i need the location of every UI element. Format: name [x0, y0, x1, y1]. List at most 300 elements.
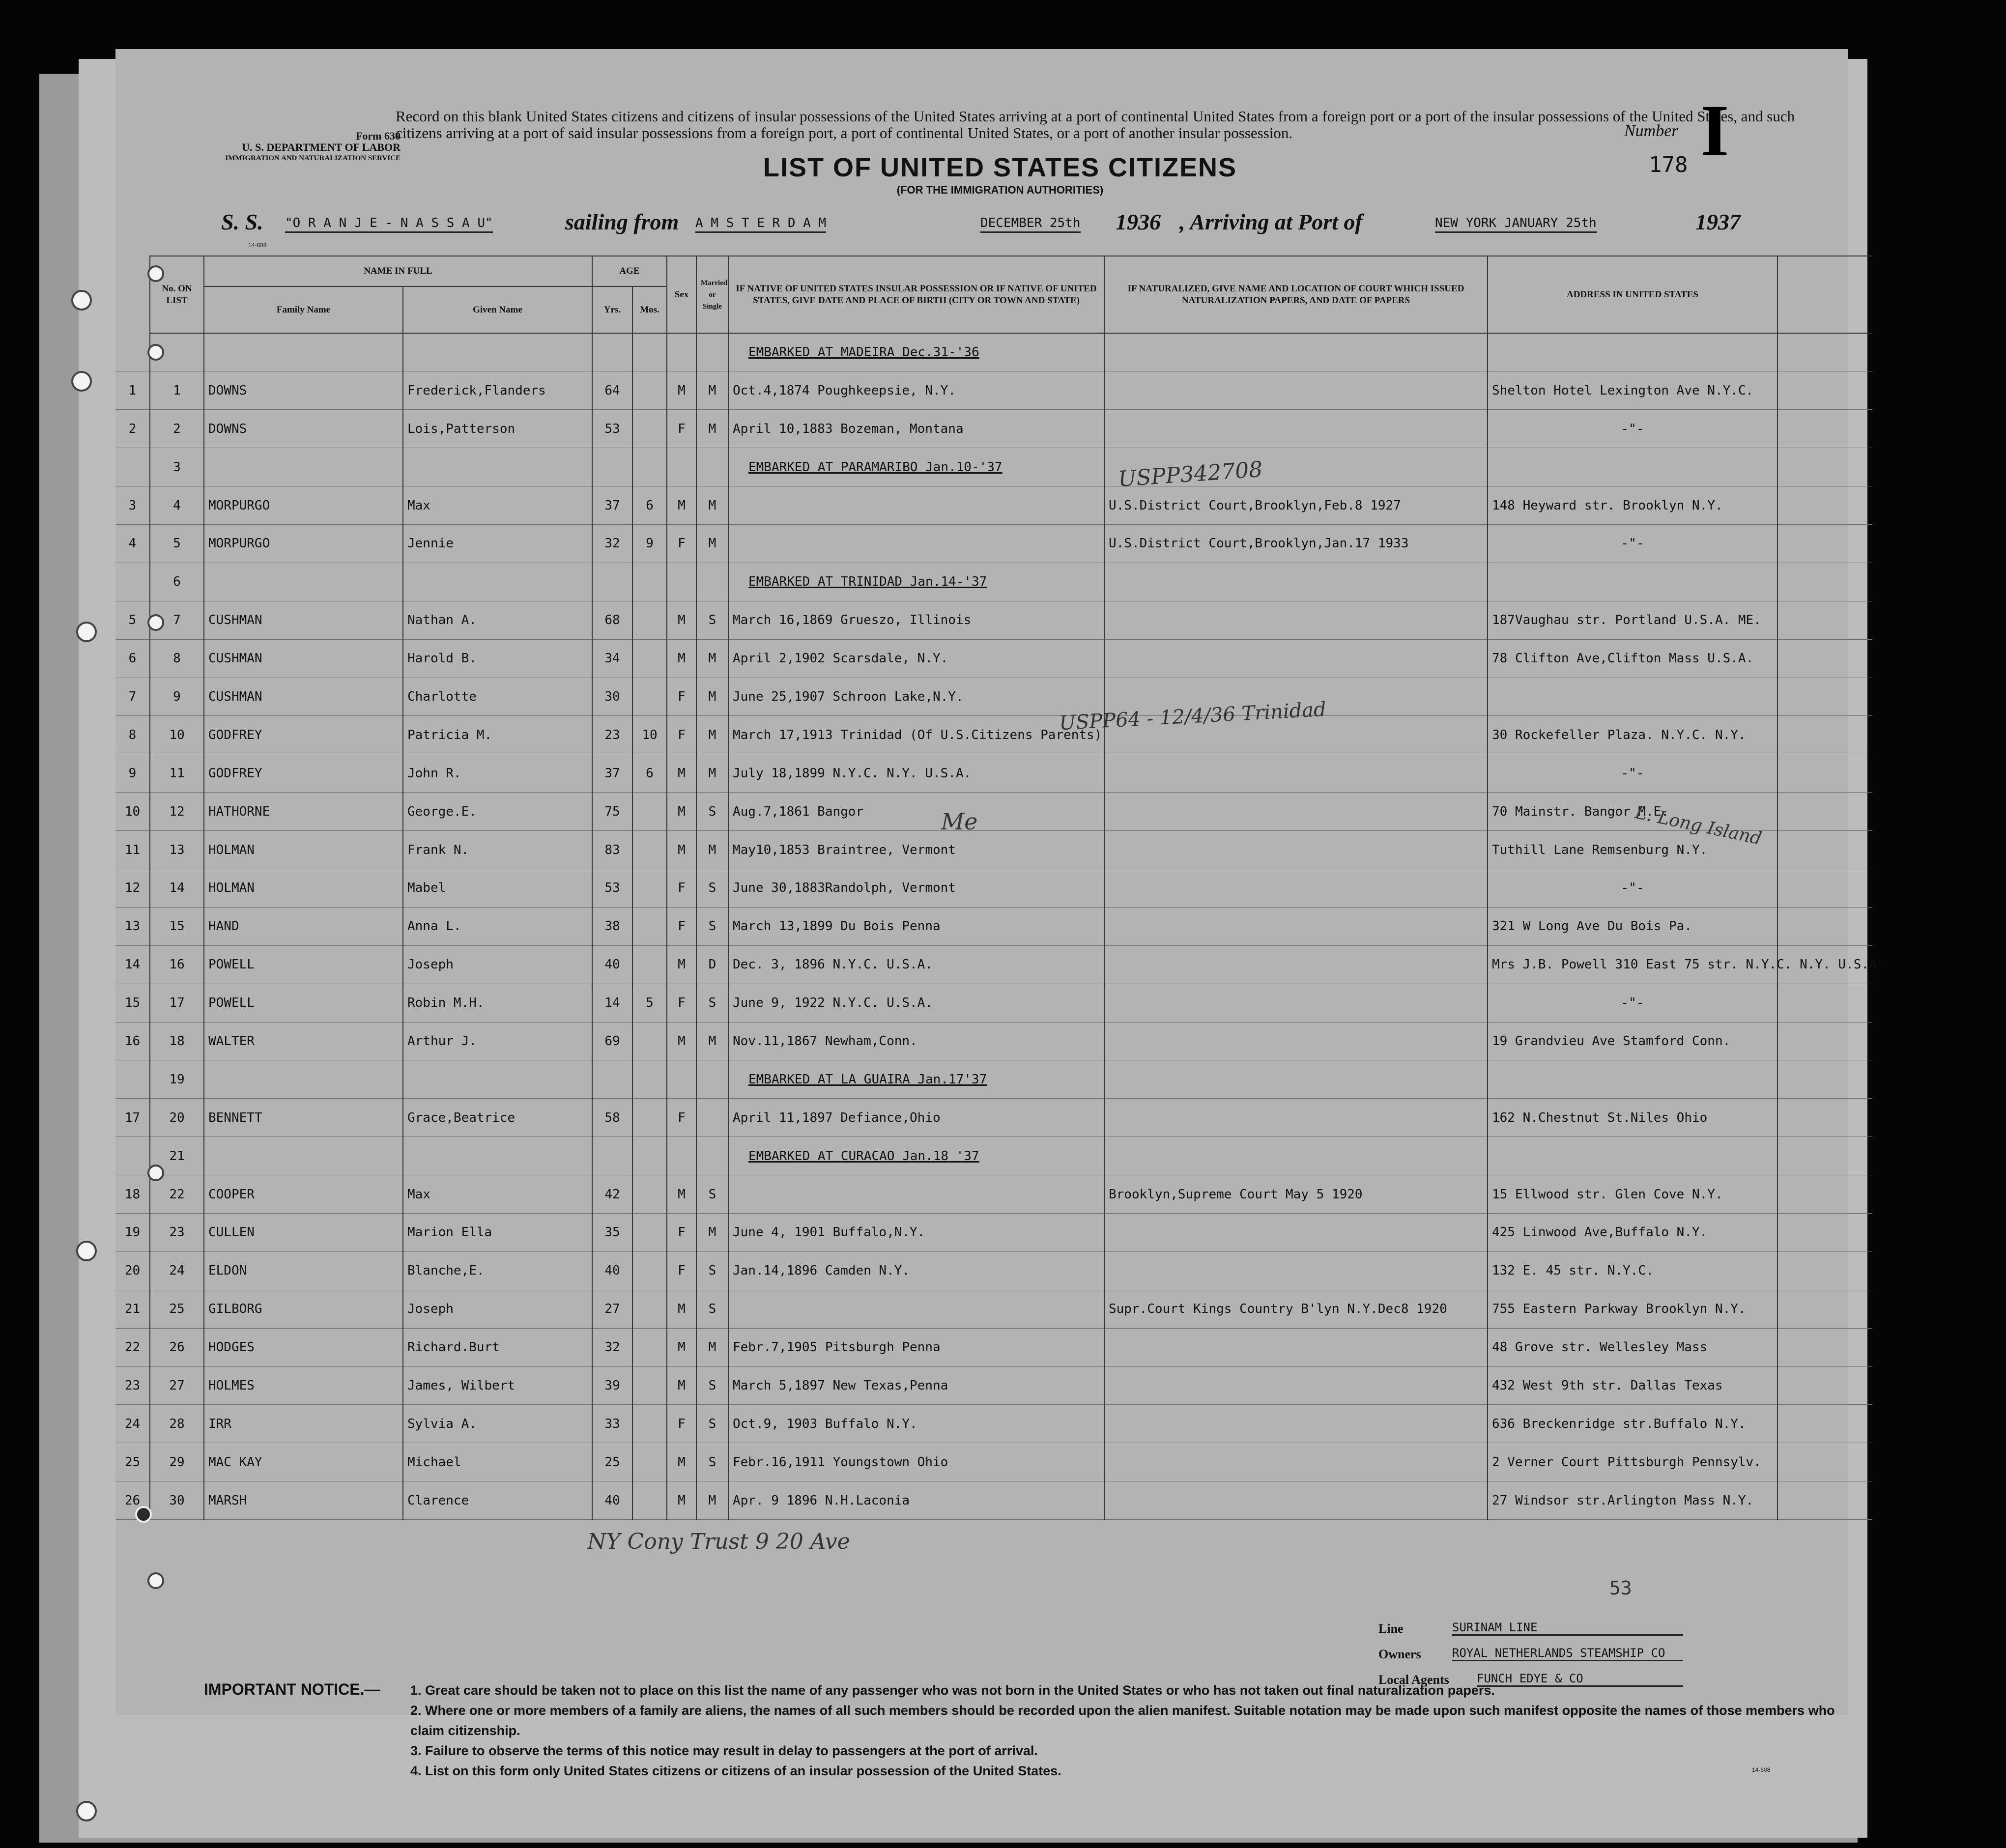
embarkation-row: [115, 448, 1872, 486]
line-label: Line: [1378, 1621, 1404, 1636]
family-name: MAC KAY: [204, 1443, 403, 1481]
line-number: 3: [115, 486, 150, 525]
line-number: 26: [115, 1481, 150, 1520]
line-number: [115, 333, 150, 371]
service: IMMIGRATION AND NATURALIZATION SERVICE: [225, 154, 401, 162]
page-count: 53: [1609, 1577, 1632, 1599]
age-years: 25: [592, 1443, 632, 1481]
sailing-from: A M S T E R D A M: [695, 216, 826, 233]
marital-status: D: [696, 945, 728, 984]
sex: M: [667, 1328, 696, 1366]
margin-cell: [1777, 1366, 1872, 1405]
given-name: Grace,Beatrice: [403, 1099, 592, 1137]
marital-status: S: [696, 984, 728, 1022]
birth-info: March 16,1869 Grueszo, Illinois: [728, 601, 1104, 639]
margin-cell: [1777, 639, 1872, 678]
line-number: 23: [115, 1366, 150, 1405]
line-number: 15: [115, 984, 150, 1022]
given-name: [403, 448, 592, 486]
marital-status: S: [696, 793, 728, 831]
sex: M: [667, 1443, 696, 1481]
list-number: 28: [150, 1405, 204, 1443]
family-name: MARSH: [204, 1481, 403, 1520]
age-months: 6: [632, 754, 667, 793]
family-name: GODFREY: [204, 716, 403, 754]
margin-cell: [1777, 1481, 1872, 1520]
margin-cell: [1777, 907, 1872, 945]
col-mos: Mos.: [632, 286, 667, 333]
table-row: [115, 1481, 1872, 1520]
list-number: 12: [150, 793, 204, 831]
col-address: ADDRESS IN UNITED STATES: [1488, 256, 1777, 333]
family-name: GODFREY: [204, 754, 403, 793]
birth-info: Dec. 3, 1896 N.Y.C. U.S.A.: [728, 945, 1104, 984]
handwritten-bottom-note: NY Cony Trust 9 20 Ave: [587, 1529, 850, 1554]
given-name: Clarence: [403, 1481, 592, 1520]
sex: [667, 333, 696, 371]
margin-cell: [1777, 410, 1872, 448]
list-number: 11: [150, 754, 204, 793]
birth-info: July 18,1899 N.Y.C. N.Y. U.S.A.: [728, 754, 1104, 793]
line-value: SURINAM LINE: [1452, 1621, 1683, 1636]
address: 2 Verner Court Pittsburgh Pennsylv.: [1488, 1443, 1777, 1481]
line-number: 18: [115, 1175, 150, 1214]
naturalization-info: [1104, 984, 1488, 1022]
family-name: COOPER: [204, 1175, 403, 1214]
list-number: 26: [150, 1328, 204, 1366]
age-years: 58: [592, 1099, 632, 1137]
header-instructions: Record on this blank United States citizens and citizens of insular possessions of the United States arriving at a port of continental United States from a foreign port or a port of the insular possessions of the United States, and such citizens arriving at a port of said insular possessions from a foreign port, a port of continental United States, or a port of another insular possession.: [396, 108, 1795, 142]
naturalization-info: [1104, 1022, 1488, 1060]
given-name: [403, 563, 592, 601]
marital-status: M: [696, 1022, 728, 1060]
naturalization-info: [1104, 601, 1488, 639]
sex: F: [667, 1099, 696, 1137]
margin-cell: [1777, 1443, 1872, 1481]
margin-cell: [1777, 754, 1872, 793]
notice-item-4: 4. List on this form only United States citizens or citizens of an insular possession of the United States.: [410, 1763, 1061, 1778]
age-months: [632, 448, 667, 486]
age-years: [592, 1060, 632, 1099]
margin-cell: [1777, 1328, 1872, 1366]
age-years: 69: [592, 1022, 632, 1060]
sex: F: [667, 678, 696, 716]
margin-cell: [1777, 869, 1872, 907]
address: [1488, 1060, 1777, 1099]
age-years: 39: [592, 1366, 632, 1405]
margin-cell: [1777, 1213, 1872, 1251]
margin-cell: [1777, 1022, 1872, 1060]
family-name: ELDON: [204, 1251, 403, 1290]
margin-cell: [1777, 1099, 1872, 1137]
list-number: 18: [150, 1022, 204, 1060]
address: 425 Linwood Ave,Buffalo N.Y.: [1488, 1213, 1777, 1251]
list-number: 9: [150, 678, 204, 716]
birth-info: June 25,1907 Schroon Lake,N.Y.: [728, 678, 1104, 716]
naturalization-info: [1104, 333, 1488, 371]
binder-hole: [71, 371, 92, 392]
table-row: [115, 984, 1872, 1022]
family-name: DOWNS: [204, 410, 403, 448]
number-value: I: [1700, 90, 1729, 171]
address: [1488, 678, 1777, 716]
embarkation-row: [115, 563, 1872, 601]
naturalization-info: [1104, 1328, 1488, 1366]
birth-info: Febr.7,1905 Pitsburgh Penna: [728, 1328, 1104, 1366]
handwritten-trinidad-note: USPP64 - 12/4/36 Trinidad: [1059, 698, 1327, 735]
sex: M: [667, 793, 696, 831]
table-row: [115, 1175, 1872, 1214]
table-row: [115, 831, 1872, 869]
list-number: 4: [150, 486, 204, 525]
marital-status: S: [696, 601, 728, 639]
marital-status: [696, 448, 728, 486]
family-name: [204, 448, 403, 486]
list-number: 2: [150, 410, 204, 448]
given-name: Mabel: [403, 869, 592, 907]
family-name: CULLEN: [204, 1213, 403, 1251]
embarkation-row: [115, 1137, 1872, 1175]
birth-info: Oct.9, 1903 Buffalo N.Y.: [728, 1405, 1104, 1443]
address: Mrs J.B. Powell 310 East 75 str. N.Y.C. N.Y. U.S.A.: [1488, 945, 1777, 984]
age-years: 53: [592, 410, 632, 448]
given-name: Frederick,Flanders: [403, 371, 592, 410]
sex: [667, 1137, 696, 1175]
birth-info: April 11,1897 Defiance,Ohio: [728, 1099, 1104, 1137]
given-name: Harold B.: [403, 639, 592, 678]
given-name: Anna L.: [403, 907, 592, 945]
arriving-label: , Arriving at Port of: [1179, 209, 1363, 234]
embarkation-row: [115, 333, 1872, 371]
age-years: 42: [592, 1175, 632, 1214]
sex: F: [667, 1405, 696, 1443]
age-months: [632, 1137, 667, 1175]
address: -"-: [1488, 524, 1777, 563]
line-number: 20: [115, 1251, 150, 1290]
col-sex: Sex: [667, 256, 696, 333]
table-row: [115, 945, 1872, 984]
birth-info: March 5,1897 New Texas,Penna: [728, 1366, 1104, 1405]
handwritten-long-island: L. Long Island: [1633, 802, 1764, 849]
address: 15 Ellwood str. Glen Cove N.Y.: [1488, 1175, 1777, 1214]
age-years: [592, 1137, 632, 1175]
col-married-single: Married or Single: [696, 256, 728, 333]
naturalization-info: [1104, 1060, 1488, 1099]
list-number: 14: [150, 869, 204, 907]
address: 30 Rockefeller Plaza. N.Y.C. N.Y.: [1488, 716, 1777, 754]
family-name: MORPURGO: [204, 524, 403, 563]
page-number: 178: [1649, 152, 1688, 177]
address: Shelton Hotel Lexington Ave N.Y.C.: [1488, 371, 1777, 410]
address: -"-: [1488, 869, 1777, 907]
age-years: 64: [592, 371, 632, 410]
table-row: [115, 716, 1872, 754]
table-row: [115, 1328, 1872, 1366]
age-months: [632, 831, 667, 869]
binder-hole: [71, 290, 92, 311]
marital-status: [696, 1060, 728, 1099]
given-name: Arthur J.: [403, 1022, 592, 1060]
given-name: James, Wilbert: [403, 1366, 592, 1405]
list-number: 23: [150, 1213, 204, 1251]
age-months: [632, 869, 667, 907]
sex: F: [667, 524, 696, 563]
table-row: [115, 601, 1872, 639]
marital-status: M: [696, 524, 728, 563]
given-name: Joseph: [403, 945, 592, 984]
list-number: 7: [150, 601, 204, 639]
naturalization-info: [1104, 831, 1488, 869]
line-number: 19: [115, 1213, 150, 1251]
age-months: [632, 1328, 667, 1366]
address: 78 Clifton Ave,Clifton Mass U.S.A.: [1488, 639, 1777, 678]
age-years: 35: [592, 1213, 632, 1251]
list-number: 19: [150, 1060, 204, 1099]
sex: M: [667, 1290, 696, 1328]
sex: M: [667, 486, 696, 525]
sex: F: [667, 869, 696, 907]
marital-status: S: [696, 907, 728, 945]
marital-status: S: [696, 1366, 728, 1405]
given-name: Lois,Patterson: [403, 410, 592, 448]
arrival-port-date: NEW YORK JANUARY 25th: [1435, 216, 1597, 233]
marital-status: M: [696, 639, 728, 678]
line-number: [115, 1060, 150, 1099]
margin-cell: [1777, 524, 1872, 563]
age-months: [632, 1443, 667, 1481]
age-years: [592, 333, 632, 371]
notice-item-3: 3. Failure to observe the terms of this notice may result in delay to passengers at the port of arrival.: [410, 1743, 1038, 1758]
margin-cell: [1777, 448, 1872, 486]
sex: F: [667, 410, 696, 448]
sailing-from-label: sailing from: [565, 209, 679, 234]
naturalization-info: U.S.District Court,Brooklyn,Jan.17 1933: [1104, 524, 1488, 563]
age-months: 9: [632, 524, 667, 563]
birth-info: March 13,1899 Du Bois Penna: [728, 907, 1104, 945]
margin-cell: [1777, 831, 1872, 869]
marital-status: M: [696, 486, 728, 525]
address: 48 Grove str. Wellesley Mass: [1488, 1328, 1777, 1366]
sex: M: [667, 945, 696, 984]
given-name: [403, 1137, 592, 1175]
punch-hole: [147, 1165, 164, 1181]
punch-hole: [147, 344, 164, 361]
list-number: 16: [150, 945, 204, 984]
form-ref: 14-608: [1752, 1766, 1771, 1773]
birth-info: [728, 524, 1104, 563]
age-months: [632, 1175, 667, 1214]
table-row: [115, 639, 1872, 678]
line-number: 6: [115, 639, 150, 678]
list-number: 15: [150, 907, 204, 945]
table-row: [115, 486, 1872, 525]
age-months: [632, 1251, 667, 1290]
table-row: [115, 869, 1872, 907]
sex: F: [667, 907, 696, 945]
birth-info: [728, 563, 1104, 601]
birth-info: Apr. 9 1896 N.H.Laconia: [728, 1481, 1104, 1520]
birth-info: June 30,1883Randolph, Vermont: [728, 869, 1104, 907]
margin-cell: [1777, 1290, 1872, 1328]
col-naturalization: IF NATURALIZED, GIVE NAME AND LOCATION OF COURT WHICH ISSUED NATURALIZATION PAPERS, AND DATE OF PAPERS: [1104, 256, 1488, 333]
given-name: Richard.Burt: [403, 1328, 592, 1366]
marital-status: M: [696, 1213, 728, 1251]
family-name: HOLMAN: [204, 869, 403, 907]
page-title: LIST OF UNITED STATES CITIZENS: [763, 153, 1237, 182]
binder-hole: [76, 622, 97, 642]
line-number: 25: [115, 1443, 150, 1481]
birth-info: Oct.4,1874 Poughkeepsie, N.Y.: [728, 371, 1104, 410]
age-years: 27: [592, 1290, 632, 1328]
family-name: POWELL: [204, 984, 403, 1022]
sex: F: [667, 984, 696, 1022]
margin-cell: [1777, 1060, 1872, 1099]
age-months: [632, 678, 667, 716]
form-identifier: [145, 130, 401, 164]
address: 19 Grandvieu Ave Stamford Conn.: [1488, 1022, 1777, 1060]
form-number: Form 630: [355, 130, 401, 142]
given-name: Patricia M.: [403, 716, 592, 754]
given-name: Max: [403, 486, 592, 525]
naturalization-info: [1104, 1481, 1488, 1520]
age-months: [632, 793, 667, 831]
birth-info: May10,1853 Braintree, Vermont: [728, 831, 1104, 869]
family-name: BENNETT: [204, 1099, 403, 1137]
naturalization-info: [1104, 869, 1488, 907]
age-months: [632, 1405, 667, 1443]
birth-info: March 17,1913 Trinidad (Of U.S.Citizens Parents): [728, 716, 1104, 754]
list-number: 29: [150, 1443, 204, 1481]
col-name-in-full: NAME IN FULL: [204, 256, 592, 286]
department: U. S. DEPARTMENT OF LABOR: [242, 141, 401, 153]
embarkation-label: EMBARKED AT PARAMARIBO Jan.10-'37: [748, 459, 1003, 475]
table-row: [115, 1099, 1872, 1137]
notice-item-2: 2. Where one or more members of a family are aliens, the names of all such members should be recorded upon the alien manifest. Suitable notation may be made upon such manifest opposite the names of those members who claim citizenship.: [410, 1703, 1835, 1738]
birth-info: Jan.14,1896 Camden N.Y.: [728, 1251, 1104, 1290]
list-number: 5: [150, 524, 204, 563]
handwritten-cert-number: USPP342708: [1117, 456, 1263, 492]
table-row: [115, 1405, 1872, 1443]
margin-cell: [1777, 601, 1872, 639]
age-years: 68: [592, 601, 632, 639]
given-name: Sylvia A.: [403, 1405, 592, 1443]
family-name: MORPURGO: [204, 486, 403, 525]
punch-hole: [135, 1506, 152, 1523]
manifest-page: [115, 49, 1885, 1778]
sex: [667, 448, 696, 486]
table-row: [115, 793, 1872, 831]
naturalization-info: [1104, 793, 1488, 831]
marital-status: M: [696, 1481, 728, 1520]
birth-info: April 10,1883 Bozeman, Montana: [728, 410, 1104, 448]
list-number: 3: [150, 448, 204, 486]
sex: M: [667, 1366, 696, 1405]
margin-cell: [1777, 1137, 1872, 1175]
given-name: [403, 1060, 592, 1099]
naturalization-info: [1104, 563, 1488, 601]
col-yrs: Yrs.: [592, 286, 632, 333]
naturalization-info: [1104, 1405, 1488, 1443]
age-months: [632, 907, 667, 945]
age-years: 37: [592, 754, 632, 793]
age-months: [632, 563, 667, 601]
sex: [667, 563, 696, 601]
naturalization-info: Supr.Court Kings Country B'lyn N.Y.Dec8 1920: [1104, 1290, 1488, 1328]
age-months: [632, 410, 667, 448]
agents-label: Local Agents: [1378, 1673, 1449, 1687]
col-no-on-list: No. ON LIST: [150, 256, 204, 333]
given-name: Joseph: [403, 1290, 592, 1328]
naturalization-info: [1104, 907, 1488, 945]
voyage-line: [221, 209, 1794, 238]
list-number: 20: [150, 1099, 204, 1137]
naturalization-info: [1104, 371, 1488, 410]
embarkation-label: EMBARKED AT MADEIRA Dec.31-'36: [748, 345, 979, 360]
family-name: [204, 1137, 403, 1175]
family-name: HOLMAN: [204, 831, 403, 869]
family-name: POWELL: [204, 945, 403, 984]
naturalization-info: [1104, 1137, 1488, 1175]
family-name: [204, 563, 403, 601]
line-number: 4: [115, 524, 150, 563]
sex: M: [667, 831, 696, 869]
col-family-name: Family Name: [204, 286, 403, 333]
family-name: CUSHMAN: [204, 678, 403, 716]
age-years: 83: [592, 831, 632, 869]
punch-hole: [147, 614, 164, 631]
naturalization-info: Brooklyn,Supreme Court May 5 1920: [1104, 1175, 1488, 1214]
naturalization-info: U.S.District Court,Brooklyn,Feb.8 1927: [1104, 486, 1488, 525]
marital-status: S: [696, 1405, 728, 1443]
address: Tuthill Lane Remsenburg N.Y.: [1488, 831, 1777, 869]
age-years: 34: [592, 639, 632, 678]
list-number: 22: [150, 1175, 204, 1214]
passenger-table: [115, 256, 1885, 1520]
age-years: [592, 448, 632, 486]
line-number: [115, 1137, 150, 1175]
line-number: 8: [115, 716, 150, 754]
marital-status: M: [696, 410, 728, 448]
address: 321 W Long Ave Du Bois Pa.: [1488, 907, 1777, 945]
family-name: HATHORNE: [204, 793, 403, 831]
punch-hole: [147, 1572, 164, 1589]
sex: F: [667, 1251, 696, 1290]
list-number: 6: [150, 563, 204, 601]
age-years: 40: [592, 1481, 632, 1520]
col-age: AGE: [592, 256, 667, 286]
list-number: 8: [150, 639, 204, 678]
birth-info: [728, 333, 1104, 371]
ss-label: S. S.: [221, 209, 263, 234]
page-subtitle: (FOR THE IMMIGRATION AUTHORITIES): [896, 184, 1104, 196]
naturalization-info: [1104, 945, 1488, 984]
marital-status: S: [696, 1175, 728, 1214]
binder-hole: [76, 1801, 97, 1821]
embarkation-label: EMBARKED AT LA GUAIRA Jan.17'37: [748, 1072, 987, 1087]
family-name: HOLMES: [204, 1366, 403, 1405]
age-years: 32: [592, 524, 632, 563]
line-number: 5: [115, 601, 150, 639]
birth-info: April 2,1902 Scarsdale, N.Y.: [728, 639, 1104, 678]
sex: [667, 1060, 696, 1099]
given-name: Max: [403, 1175, 592, 1214]
sex: M: [667, 754, 696, 793]
age-years: 33: [592, 1405, 632, 1443]
list-number: 21: [150, 1137, 204, 1175]
line-number: 7: [115, 678, 150, 716]
family-name: IRR: [204, 1405, 403, 1443]
sex: M: [667, 1175, 696, 1214]
